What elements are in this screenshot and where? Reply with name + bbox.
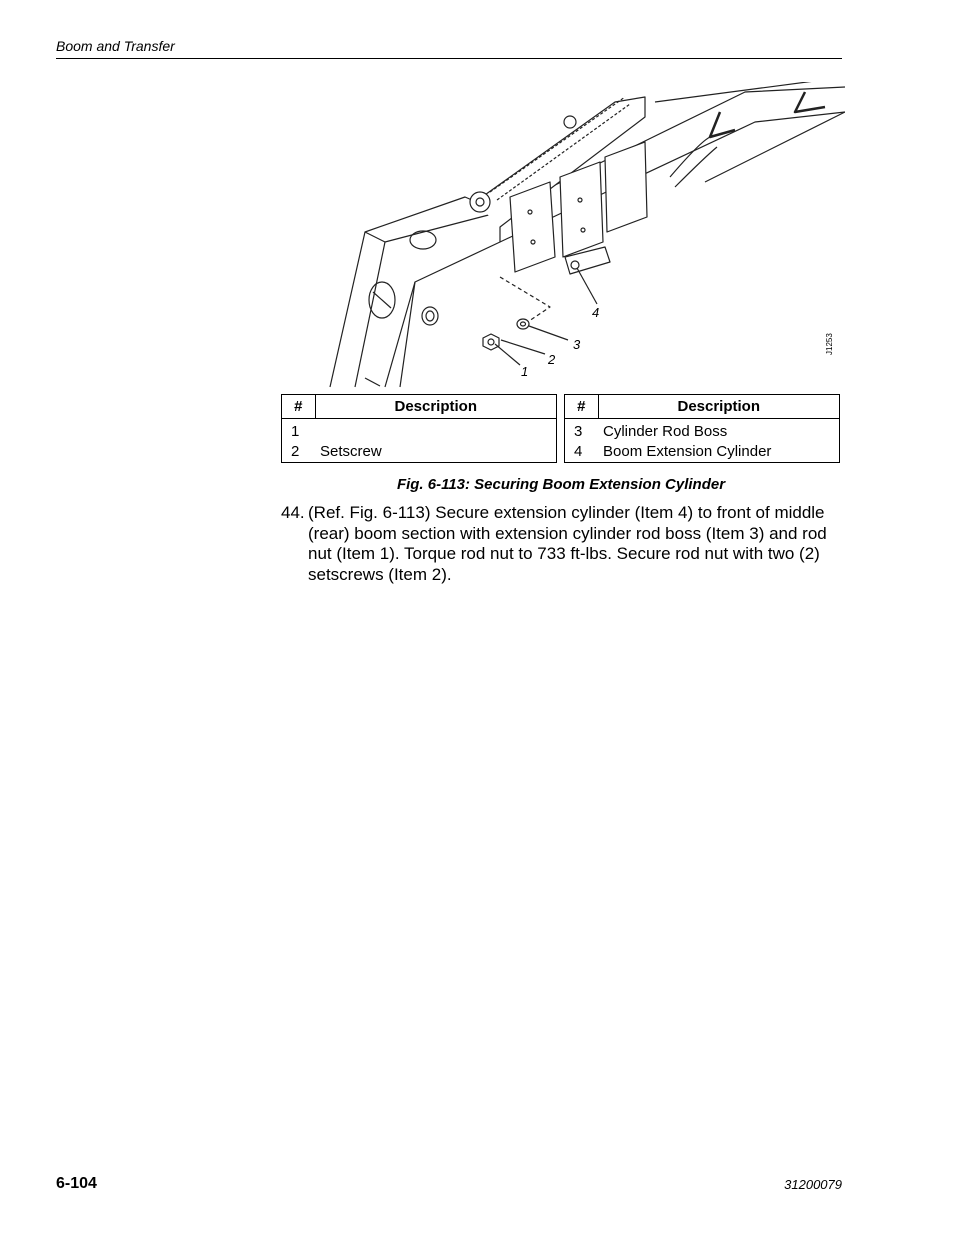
boom-figure	[325, 82, 845, 390]
item-description: Boom Extension Cylinder	[603, 442, 772, 460]
table-row	[282, 441, 557, 463]
item-number: 2	[291, 442, 300, 460]
page-number: 6-104	[56, 1175, 97, 1192]
col-description-header: Description	[598, 395, 840, 419]
col-description-header: Description	[315, 395, 557, 419]
boom-extension-cylinder-drawing	[325, 82, 845, 390]
figure-caption: Fig. 6-113: Securing Boom Extension Cylinder	[396, 476, 726, 493]
document-number: 31200079	[784, 1177, 842, 1192]
col-number-header: #	[282, 395, 316, 419]
parts-table-left	[281, 394, 557, 463]
section-title: Boom and Transfer	[56, 38, 175, 54]
table-row	[565, 441, 840, 463]
item-number: 3	[574, 422, 583, 440]
callout-3: 3	[573, 337, 581, 352]
drawing-id: J1253	[825, 333, 834, 355]
item-number: 4	[574, 442, 583, 460]
item-description: Setscrew	[320, 442, 382, 460]
step-text: (Ref. Fig. 6-113) Secure extension cylinder (Item 4) to front of middle (rear) boom section with extension cylinder rod boss (Item 3) and rod nut (Item 1). Torque rod nut to 733 ft-lbs. Secure rod nut with two (2) setscrews (Item 2).	[308, 503, 827, 584]
callout-1: 1	[521, 364, 529, 379]
item-description: Cylinder Rod Boss	[603, 422, 728, 440]
step-number: 44.	[281, 503, 305, 522]
parts-table-right	[564, 394, 840, 463]
col-number-header: #	[565, 395, 599, 419]
procedure-step	[281, 503, 841, 585]
callout-2: 2	[548, 352, 556, 367]
item-description	[315, 419, 557, 442]
table-header-row	[565, 395, 840, 419]
item-number: 1	[291, 422, 300, 440]
section-header	[56, 38, 842, 59]
callout-4: 4	[592, 305, 600, 320]
table-header-row	[282, 395, 557, 419]
table-row	[282, 419, 557, 442]
table-row	[565, 419, 840, 442]
